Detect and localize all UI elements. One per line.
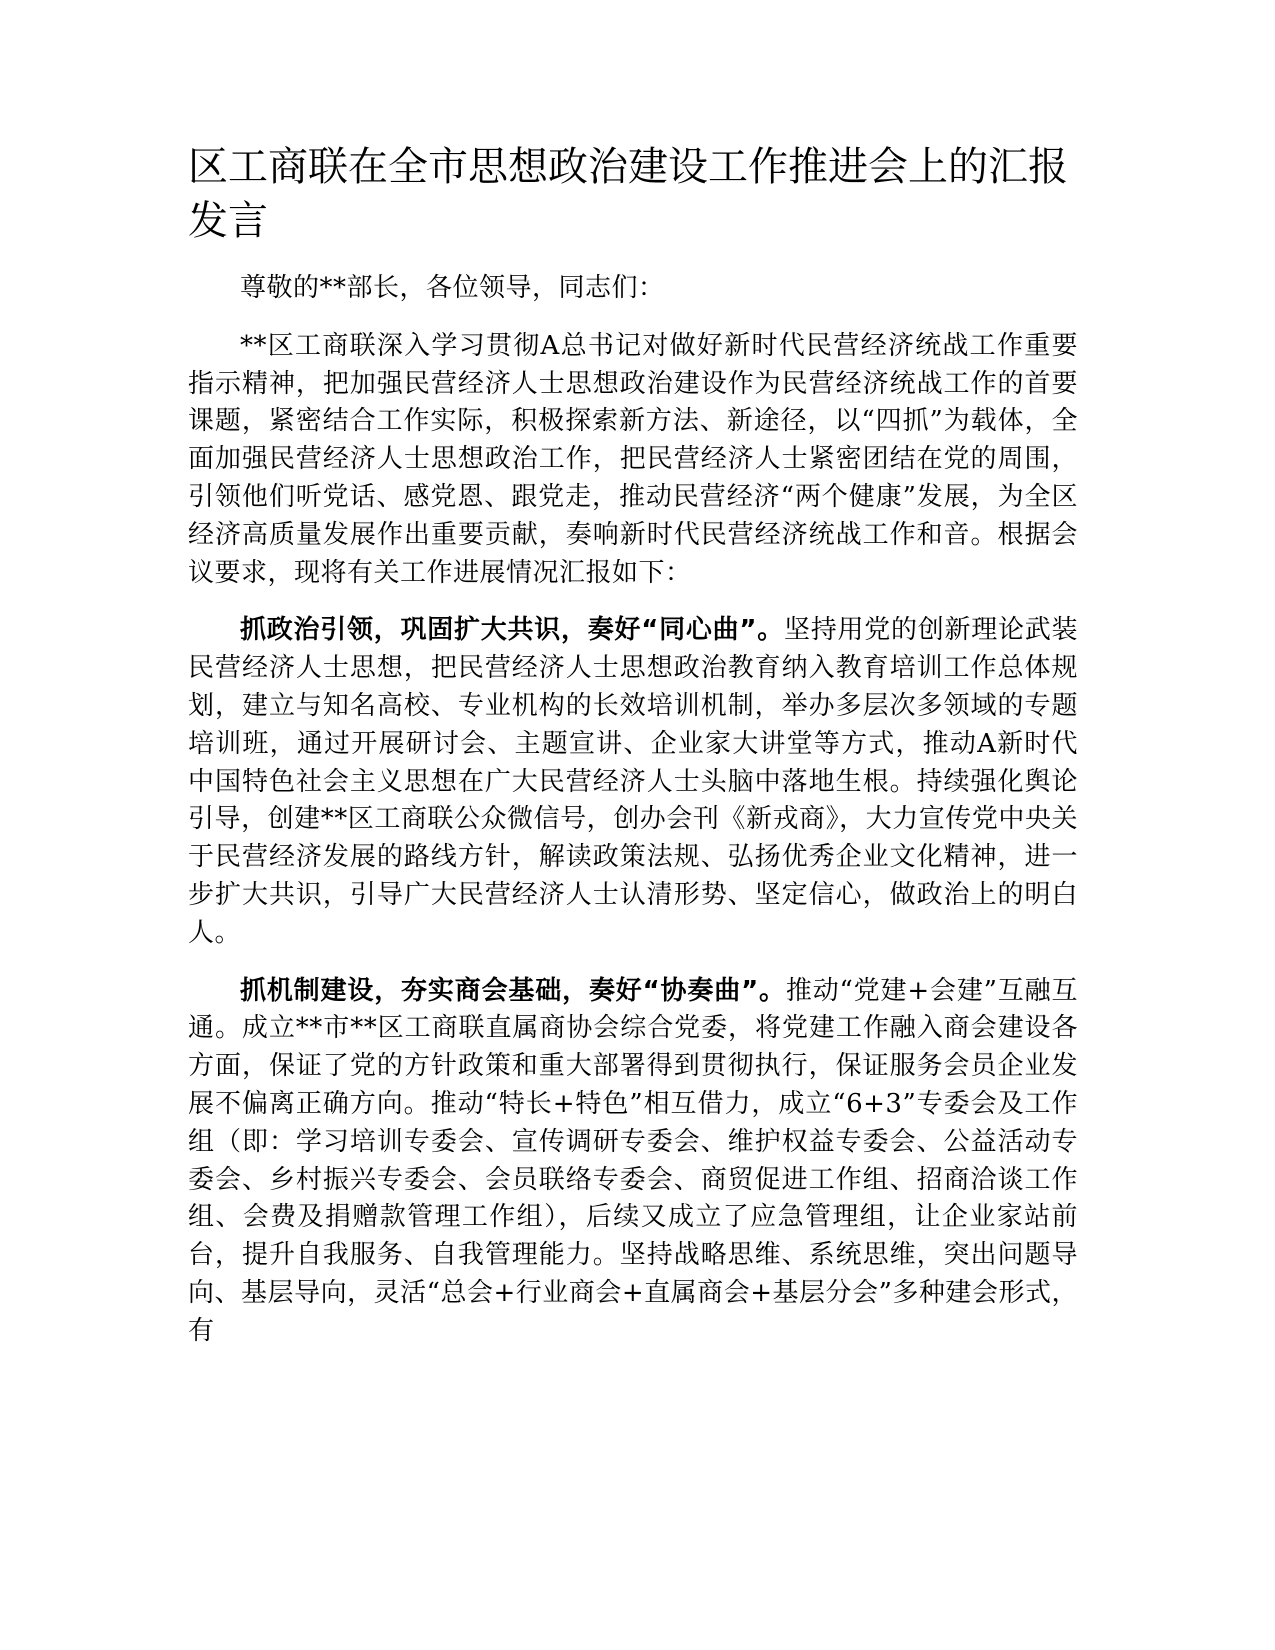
document-title: 区工商联在全市思想政治建设工作推进会上的汇报发言 — [188, 144, 1068, 244]
section-mechanism-building — [188, 973, 1078, 1351]
document-page — [188, 140, 1078, 1371]
intro-paragraph: **区工商联深入学习贯彻A总书记对做好新时代民营经济统战工作重要指示精神，把加强民营经济人士思想政治建设作为民营经济统战工作的首要课题，紧密结合工作实际，积极探索新方法、新途径，以“四抓”为载体，全面加强民营经济人士思想政治工作，把民营经济人士紧密团结在党的周围，引领他们听党话、感党恩、跟党走，推动民营经济“两个健康”发展，为全区经济高质量发展作出重要贡献，奏响新时代民营经济统战工作和音。根据会议要求，现将有关工作进展情况汇报如下： — [188, 330, 1078, 588]
salutation: 尊敬的**部长，各位领导，同志们： — [240, 273, 665, 303]
section-heading-political-guidance: 抓政治引领，巩固扩大共识，奏好“同心曲”。 — [240, 615, 784, 646]
section-body-mechanism-building: 推动“党建+会建”互融互通。成立**市**区工商联直属商协会综合党委，将党建工作融入商会建设各方面，保证了党的方针政策和重大部署得到贯彻执行，保证服务会员企业发展不偏离正确方向。推动“特长+特色”相互借力，成立“6+3”专委会及工作组（即：学习培训专委会、宣传调研专委会、维护权益专委会、公益活动专委会、乡村振兴专委会、会员联络专委会、商贸促进工作组、招商洽谈工作组、会费及捐赠款管理工作组），后续又成立了应急管理组，让企业家站前台，提升自我服务、自我管理能力。坚持战略思维、系统思维，突出问题导向、基层导向，灵活“总会+行业商会+直属商会+基层分会”多种建会形式，有 — [188, 975, 1078, 1346]
section-heading-mechanism-building: 抓机制建设，夯实商会基础，奏好“协奏曲”。 — [240, 975, 786, 1006]
section-political-guidance — [188, 612, 1078, 952]
section-body-political-guidance: 坚持用党的创新理论武装民营经济人士思想，把民营经济人士思想政治教育纳入教育培训工作总体规划，建立与知名高校、专业机构的长效培训机制，举办多层次多领域的专题培训班，通过开展研讨会、主题宣讲、企业家大讲堂等方式，推动A新时代中国特色社会主义思想在广大民营经济人士头脑中落地生根。持续强化舆论引导，创建**区工商联公众微信号，创办会刊《新戎商》，大力宣传党中央关于民营经济发展的路线方针，解读政策法规、弘扬优秀企业文化精神，进一步扩大共识，引导广大民营经济人士认清形势、坚定信心，做政治上的明白人。 — [188, 615, 1078, 948]
